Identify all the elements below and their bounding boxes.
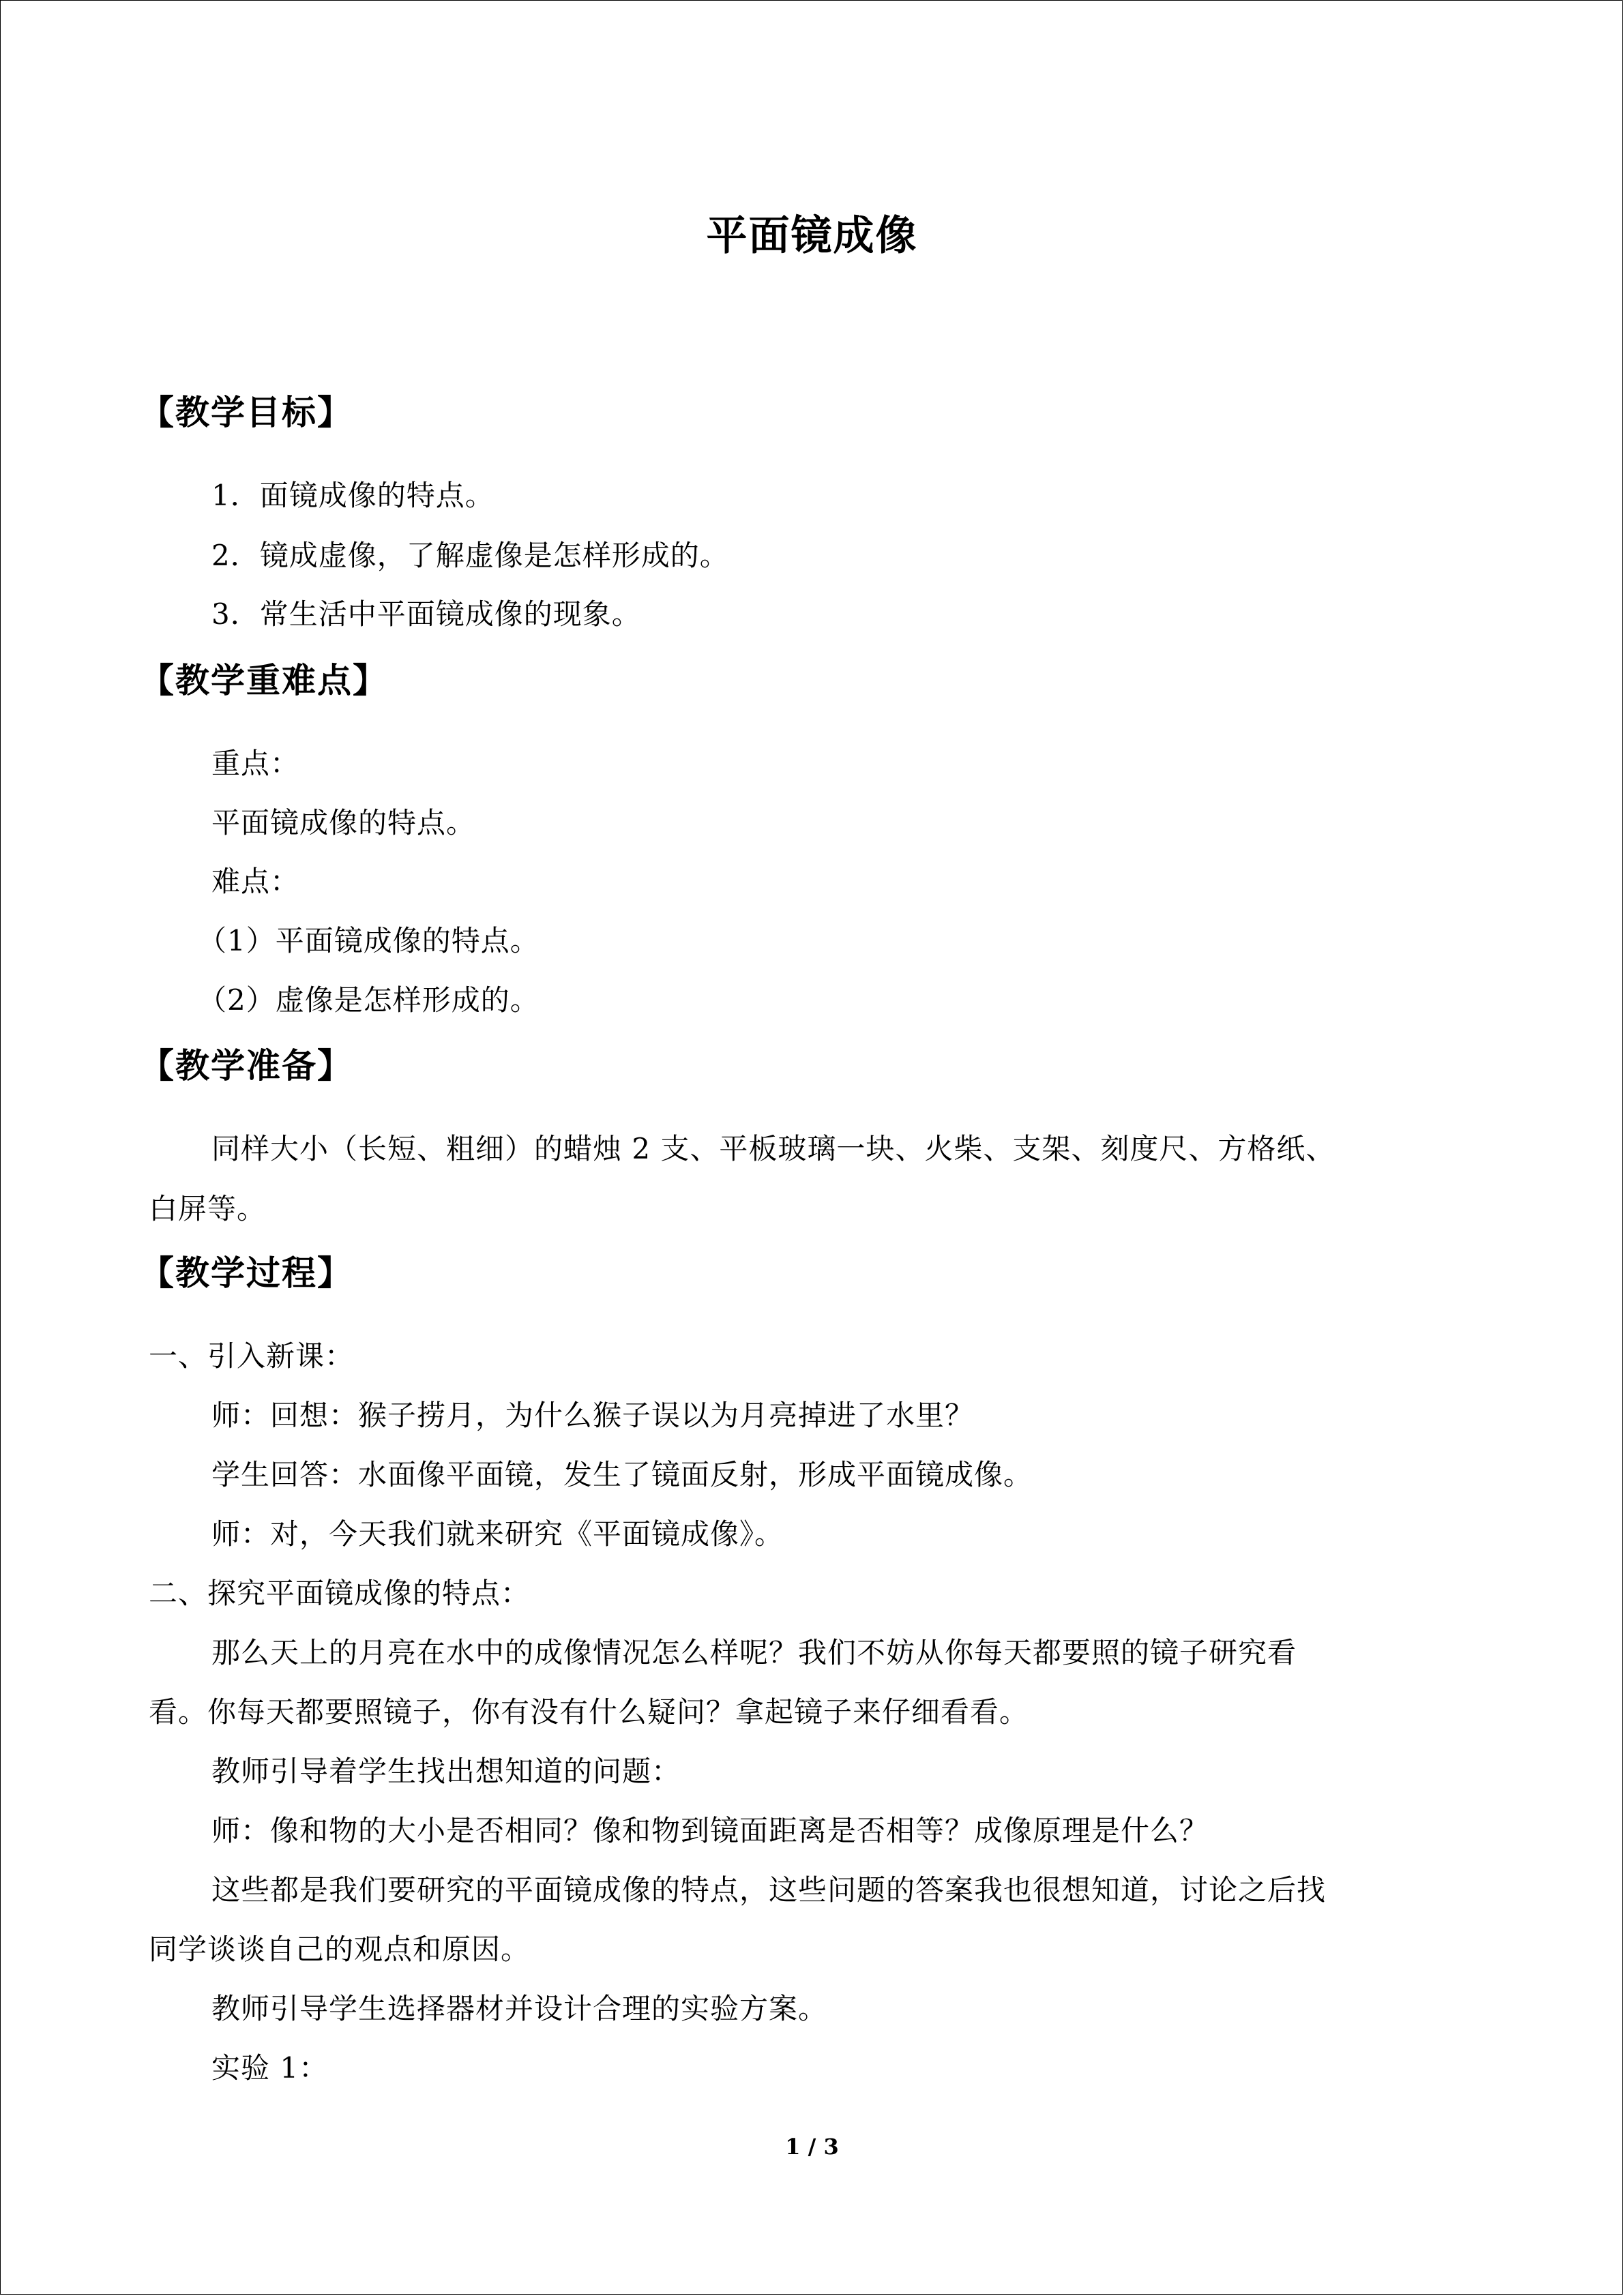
process-part-1-line-2: 学生回答：水面像平面镜，发生了镜面反射，形成平面镜成像。 (211, 1458, 1033, 1491)
page-number: 1 / 3 (785, 2134, 839, 2160)
process-part-2-line-4: 师：像和物的大小是否相同？像和物到镜面距离是否相等？成像原理是什么？ (211, 1814, 1209, 1847)
process-part-2-line-7: 教师引导学生选择器材并设计合理的实验方案。 (211, 1992, 828, 2025)
process-part-2-para-1-line-1: 那么天上的月亮在水中的成像情况怎么样呢？我们不妨从你每天都要照的镜子研究看 (211, 1636, 1297, 1669)
process-part-2-para-1-line-2: 看。你每天都要照镜子，你有没有什么疑问？拿起镜子来仔细看看。 (149, 1695, 1029, 1729)
heading-teaching-goals: 【教学目标】 (140, 392, 353, 432)
process-part-2-para-2-line-2: 同学谈谈自己的观点和原因。 (149, 1933, 531, 1966)
process-part-1-line-1: 师：回想：猴子捞月，为什么猴子误以为月亮掉进了水里？ (211, 1399, 975, 1432)
process-part-2-para-2-line-1: 这些都是我们要研究的平面镜成像的特点，这些问题的答案我也很想知道，讨论之后找 (211, 1873, 1327, 1907)
preparation-line-2: 白屏等。 (149, 1192, 267, 1225)
key-point-text: 平面镜成像的特点。 (211, 806, 476, 839)
heading-preparation: 【教学准备】 (140, 1045, 353, 1086)
heading-teaching-process: 【教学过程】 (140, 1253, 353, 1293)
heading-key-difficulties: 【教学重难点】 (140, 660, 388, 700)
process-part-2-title: 二、探究平面镜成像的特点： (149, 1577, 531, 1610)
preparation-line-1: 同样大小（长短、粗细）的蜡烛 2 支、平板玻璃一块、火柴、支架、刻度尺、方格纸、 (211, 1132, 1335, 1165)
process-part-1-line-3: 师：对，今天我们就来研究《平面镜成像》。 (211, 1517, 784, 1551)
key-point-label: 重点： (211, 747, 300, 780)
process-part-2-line-3: 教师引导着学生找出想知道的问题： (211, 1755, 681, 1788)
difficulty-label: 难点： (211, 865, 300, 898)
goal-item-1: 1．面镜成像的特点。 (211, 479, 494, 512)
document-title: 平面镜成像 (706, 212, 918, 260)
process-part-2-line-8: 实验 1： (211, 2051, 329, 2085)
difficulty-item-1: （1）平面镜成像的特点。 (198, 924, 540, 957)
goal-item-2: 2．镜成虚像，了解虚像是怎样形成的。 (211, 539, 729, 572)
difficulty-item-2: （2）虚像是怎样形成的。 (198, 983, 540, 1017)
process-part-1-title: 一、引入新课： (149, 1339, 355, 1373)
goal-item-3: 3．常生活中平面镜成像的现象。 (211, 597, 641, 631)
